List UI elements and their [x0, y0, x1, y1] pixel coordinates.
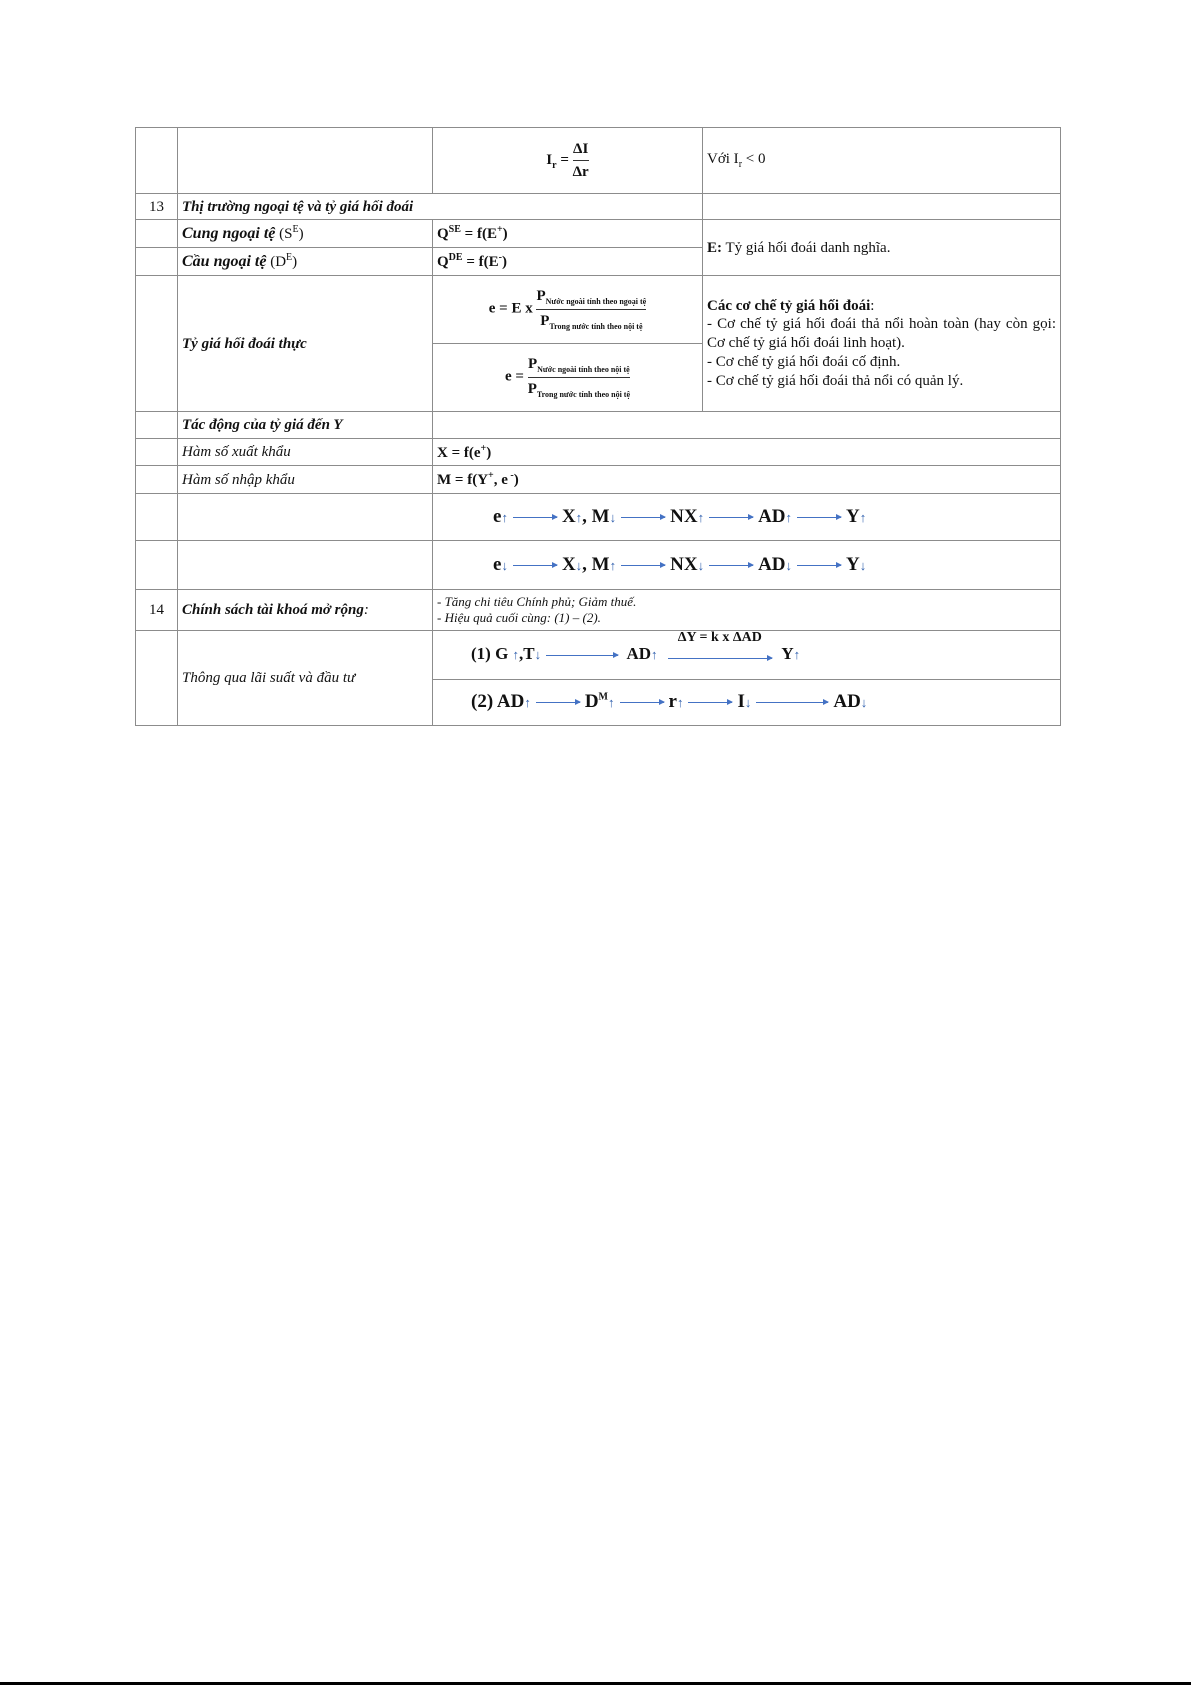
mechanisms-note: Các cơ chế tỷ giá hối đoái: - Cơ chế tỷ giá hối đoái thả nổi hoàn toàn (hay còn gọi: Cơ chế tỷ giá hối đoái linh hoạt). - Cơ chế tỷ giá hối đoái cố định. - Cơ chế tỷ giá hối đoái thả nổi có quản lý.	[703, 276, 1061, 412]
impact-title: Tác động của tỷ giá đến Y	[178, 412, 433, 439]
table-row	[136, 276, 1061, 344]
export-label: Hàm số xuất khẩu	[178, 439, 433, 466]
real-rate-formula-1: e = E x $\frac{P_{Nước ngoài tính theo ngoại tệ}}{P_{Trong nước tính theo nội tệ}}$	[433, 276, 703, 344]
table-row	[136, 128, 1061, 194]
channel-label: Thông qua lãi suất và đầu tư	[178, 631, 433, 726]
real-rate-formula-2: e = $\frac{P_{Nước ngoài tính theo nội tệ}}{P_{Trong nước tính theo nội tệ}}$	[433, 344, 703, 412]
ir-note: Với $I_r < 0$	[703, 128, 1061, 194]
fiscal-notes: - Tăng chi tiêu Chính phủ; Giảm thuế. - Hiệu quả cuối cùng: (1) – (2).	[433, 590, 1061, 631]
table-row	[136, 412, 1061, 439]
export-formula: X = f(e+)	[433, 439, 1061, 466]
table-row	[136, 541, 1061, 590]
demand-label: Cầu ngoại tệ $(D^E)$	[178, 248, 433, 276]
table-row	[136, 466, 1061, 494]
section-title: Chính sách tài khoá mở rộng:	[178, 590, 433, 631]
section-number: 13	[136, 194, 178, 220]
exchange-rate-chain-up: e↑ X↑, M↓ NX↑ AD↑ Y↑	[433, 494, 1061, 541]
supply-label: Cung ngoại tệ $(S^E)$	[178, 220, 433, 248]
table-row	[136, 439, 1061, 466]
supply-formula: $Q^{SE} = f(E^+)$	[433, 220, 703, 248]
table-row	[136, 494, 1061, 541]
e-note: E: Tỷ giá hối đoái danh nghĩa.	[703, 220, 1061, 276]
import-formula: M = f(Y+, e -)	[433, 466, 1061, 494]
demand-formula: $Q^{DE} = f(E^-)$	[433, 248, 703, 276]
table-row	[136, 220, 1061, 248]
exchange-rate-chain-down: e↓ X↓, M↑ NX↓ AD↓ Y↓	[433, 541, 1061, 590]
document-table	[135, 127, 1061, 726]
import-label: Hàm số nhập khẩu	[178, 466, 433, 494]
table-row	[136, 590, 1061, 631]
real-rate-label: Tỷ giá hối đoái thực	[178, 276, 433, 412]
section-title: Thị trường ngoại tệ và tỷ giá hối đoái	[178, 194, 703, 220]
section-number: 14	[136, 590, 178, 631]
fiscal-chain-2: (2) AD↑ $D^M↑$ r↑ I↓ AD↓	[433, 680, 1061, 726]
table-row	[136, 194, 1061, 220]
fiscal-chain-1: (1) G ↑,T↓ AD↑ ΔY = k x ΔAD Y↑	[433, 631, 1061, 680]
table-row	[136, 631, 1061, 680]
ir-formula: $I_r$ = $\frac{\Delta I}{\Delta r}$	[433, 128, 703, 194]
